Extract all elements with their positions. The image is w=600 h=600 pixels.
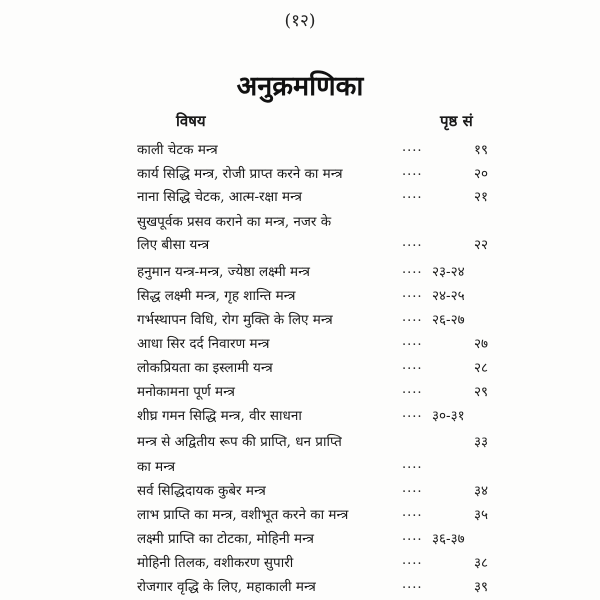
column-header-page: पृष्ठ सं [440,112,473,130]
toc-entry [0,455,600,479]
toc-entry-page: ३८ [473,555,488,571]
toc-entry-title: मनोकामना पूर्ण मन्त्र [137,384,235,400]
toc-entry-leader: .... [402,577,423,592]
toc-entry-title: सिद्ध लक्ष्मी मन्त्र, गृह शान्ति मन्त्र [137,288,296,304]
toc-entry-title: सर्व सिद्धिदायक कुबेर मन्त्र [137,483,266,499]
toc-entry [0,210,600,234]
toc-entry-leader: .... [402,164,423,179]
toc-entry-title: मन्त्र से अद्वितीय रूप की प्राप्ति, धन प्राप्ति [137,434,342,450]
toc-entry-title: मोहिनी तिलक, वशीकरण सुपारी [137,555,294,571]
toc-entry-leader: .... [402,457,423,472]
toc-entry-page: २३-२४ [432,264,465,280]
toc-entry-page: ३५ [473,507,488,523]
toc-entry [0,260,600,284]
toc-entry-leader: .... [402,187,423,202]
toc-entry [0,332,600,356]
toc-entry [0,380,600,404]
column-header-subject: विषय [176,112,206,130]
toc-entry-page: २२ [473,237,488,253]
toc-entry-page: २० [473,166,488,182]
toc-entry-leader: .... [402,286,423,301]
toc-entry-title: लिए बीसा यन्त्र [137,237,210,253]
toc-entry-page: २८ [473,360,488,376]
toc-entry-leader: .... [402,358,423,373]
page-title: अनुक्रमणिका [236,71,364,102]
toc-entry [0,138,600,162]
toc-entry-title: गर्भस्थापन विधि, रोग मुक्ति के लिए मन्त्र [137,312,333,328]
toc-entry [0,185,600,209]
toc-entry-title: रोजगार वृद्धि के लिए, महाकाली मन्त्र [137,579,316,595]
toc-entry [0,308,600,332]
toc-entry-page: २७ [473,336,488,352]
toc-entry-page: २४-२५ [432,288,465,304]
toc-entry-title: सुखपूर्वक प्रसव कराने का मन्त्र, नजर के [137,214,332,230]
toc-entry [0,284,600,308]
toc-entry-page: ३३ [473,434,488,450]
toc-entry-title: हनुमान यन्त्र-मन्त्र, ज्येष्ठा लक्ष्मी मन्त्र [137,264,310,280]
toc-entry-title: का मन्त्र [137,459,176,475]
toc-entry [0,575,600,599]
toc-entry-page: २९ [473,384,488,400]
toc-entry-page: ३०-३१ [432,408,465,424]
toc-entry-leader: .... [402,140,423,155]
toc-entry-leader: .... [402,406,423,421]
toc-entry-leader: .... [402,481,423,496]
toc-entry-leader: .... [402,382,423,397]
toc-entry-title: काली चेटक मन्त्र [137,142,218,158]
toc-entry-leader: .... [402,235,423,250]
toc-entry-leader: .... [402,310,423,325]
toc-entry [0,479,600,503]
toc-entry [0,527,600,551]
toc-entry-leader: .... [402,505,423,520]
toc-entry-title: नाना सिद्धि चेटक, आत्म-रक्षा मन्त्र [137,189,302,205]
toc-entry [0,356,600,380]
toc-entry-title: लोकप्रियता का इस्लामी यन्त्र [137,360,273,376]
toc-entry-title: कार्य सिद्धि मन्त्र, रोजी प्राप्त करने का मन्त्र [137,166,343,182]
toc-entry [0,430,600,454]
toc-entry [0,233,600,257]
toc-entry [0,551,600,575]
toc-entry-page: २१ [473,189,488,205]
toc-entry-title: लक्ष्मी प्राप्ति का टोटका, मोहिनी मन्त्र [137,531,314,547]
toc-entry [0,404,600,428]
toc-entry [0,162,600,186]
toc-entry [0,503,600,527]
toc-entry-leader: .... [402,529,423,544]
toc-entry-title: आधा सिर दर्द निवारण मन्त्र [137,336,270,352]
toc-entry-leader: .... [402,262,423,277]
toc-entry-title: शीघ्र गमन सिद्धि मन्त्र, वीर साधना [137,408,302,424]
toc-entry-leader: .... [402,334,423,349]
toc-entry-page: ३४ [473,483,488,499]
toc-entry-page: १९ [473,142,488,158]
toc-entry-leader: .... [402,553,423,568]
toc-entry-page: ३६-३७ [432,531,465,547]
page-number: (१२) [284,11,316,31]
toc-entry-page: ३९ [473,579,488,595]
toc-entry-page: २६-२७ [432,312,465,328]
toc-entry-title: लाभ प्राप्ति का मन्त्र, वशीभूत करने का मन्त्र [137,507,349,523]
